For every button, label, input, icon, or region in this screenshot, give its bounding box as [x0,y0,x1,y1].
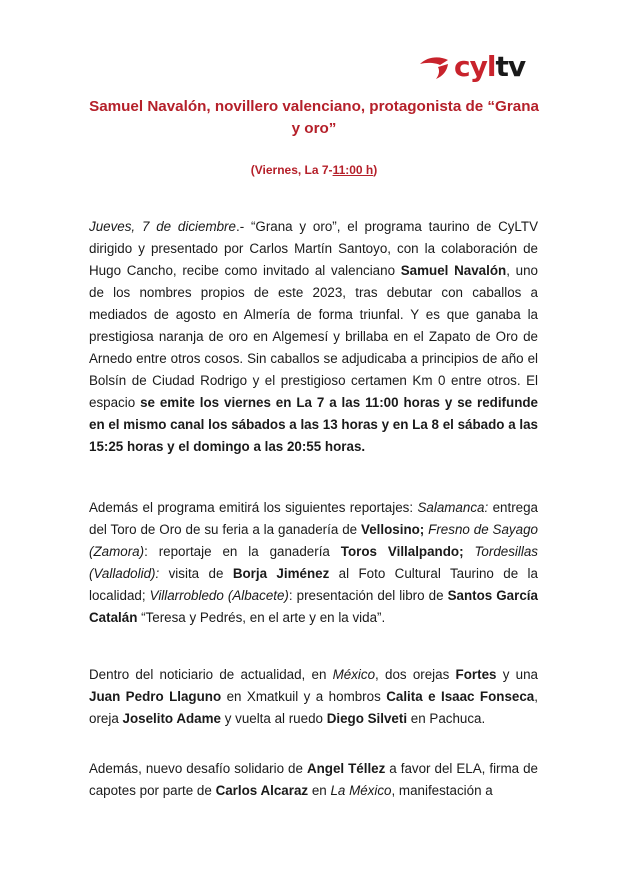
schedule-suffix: ) [373,163,378,177]
name: Borja Jiménez [232,566,330,581]
name: Vellosino; [361,522,425,537]
name: Calita e Isaac Fonseca [386,689,535,704]
paragraph-news [89,664,538,730]
paragraph-reports [89,497,538,629]
text: “Teresa y Pedrés, en el arte y en la vida”. [137,610,386,625]
text: Dentro del noticiario de actualidad, en [89,667,333,682]
text: en Pachuca. [407,711,486,726]
name: Fortes [455,667,497,682]
text: Además el programa emitirá los siguientes reportajes: [89,500,418,515]
text: y vuelta al ruedo [220,711,327,726]
name: Toros Villalpando; [340,544,464,559]
place: La México [330,783,392,798]
name: Santos García Catalán [89,588,538,625]
text: , uno de los nombres propios de este 2023, tras debutar con caballos a mediados de agosto en Almería de forma triunfal. Y es que ganaba la prestigiosa naranja de oro en Algemesí y brillaba en el Zapato de Oro de Arnedo entre otros cosos. Sin caballos se adjudicaba a principios de año el Bolsín de Ciudad Rodrigo y el prestigioso certamen Km 0 entre otros. El espacio [89,263,538,410]
name: Carlos Alcaraz [215,783,309,798]
logo-cyl: cyl [454,50,496,83]
place: Villarrobledo (Albacete) [149,588,289,603]
text: , dos orejas [375,667,456,682]
page-title: Samuel Navalón, novillero valenciano, protagonista de “Grana y oro” [89,98,539,137]
schedule-details: se emite los viernes en La 7 a las 11:00 horas y se redifunde en el mismo canal los sábados a las 13 horas y en La 8 el sábado a las 15:25 horas y el domingo a las 20:55 horas. [89,395,538,454]
logo-wordmark [454,50,526,83]
text: .- “Grana y oro”, el programa taurino de CyLTV dirigido y presentado por Carlos Martín Santoyo, con la colaboración de Hugo Cancho, recibe como invitado al valenciano [89,219,538,278]
text [464,544,475,559]
cyltv-logo [418,44,538,90]
text: : presentación del libro de [288,588,448,603]
place: México [332,667,376,682]
schedule-prefix: (Viernes, La 7- [250,163,333,177]
name: Diego Silveti [326,711,408,726]
place: Tordesillas (Valladolid): [89,544,538,581]
paragraph-extra [89,758,538,802]
schedule-time: 11:00 h [332,163,374,177]
text: , manifestación a [391,783,493,798]
cyltv-swoosh-icon [418,52,452,82]
place: Salamanca: [417,500,489,515]
text: al Foto Cultural Taurino de la localidad; [89,566,538,603]
place: Fresno de Sayago (Zamora) [89,522,538,559]
text: Además, nuevo desafío solidario de [89,761,307,776]
name: Joselito Adame [122,711,221,726]
text: , oreja [89,689,538,726]
text: y una [496,667,538,682]
text: en Xmatkuil y a hombros [221,689,387,704]
guest-name: Samuel Navalón [400,263,507,278]
text: en [308,783,331,798]
paragraph-intro [89,216,538,458]
text: : reportaje en la ganadería [144,544,341,559]
text: a favor del ELA, firma de capotes por parte de [89,761,538,798]
name: Juan Pedro Llaguno [89,689,222,704]
name: Angel Téllez [306,761,386,776]
dateline: Jueves, 7 de diciembre [89,219,236,234]
logo-tv: tv [495,50,526,83]
broadcast-schedule [85,162,543,178]
text: entrega del Toro de Oro de su feria a la ganadería de [89,500,538,537]
text: visita de [159,566,233,581]
